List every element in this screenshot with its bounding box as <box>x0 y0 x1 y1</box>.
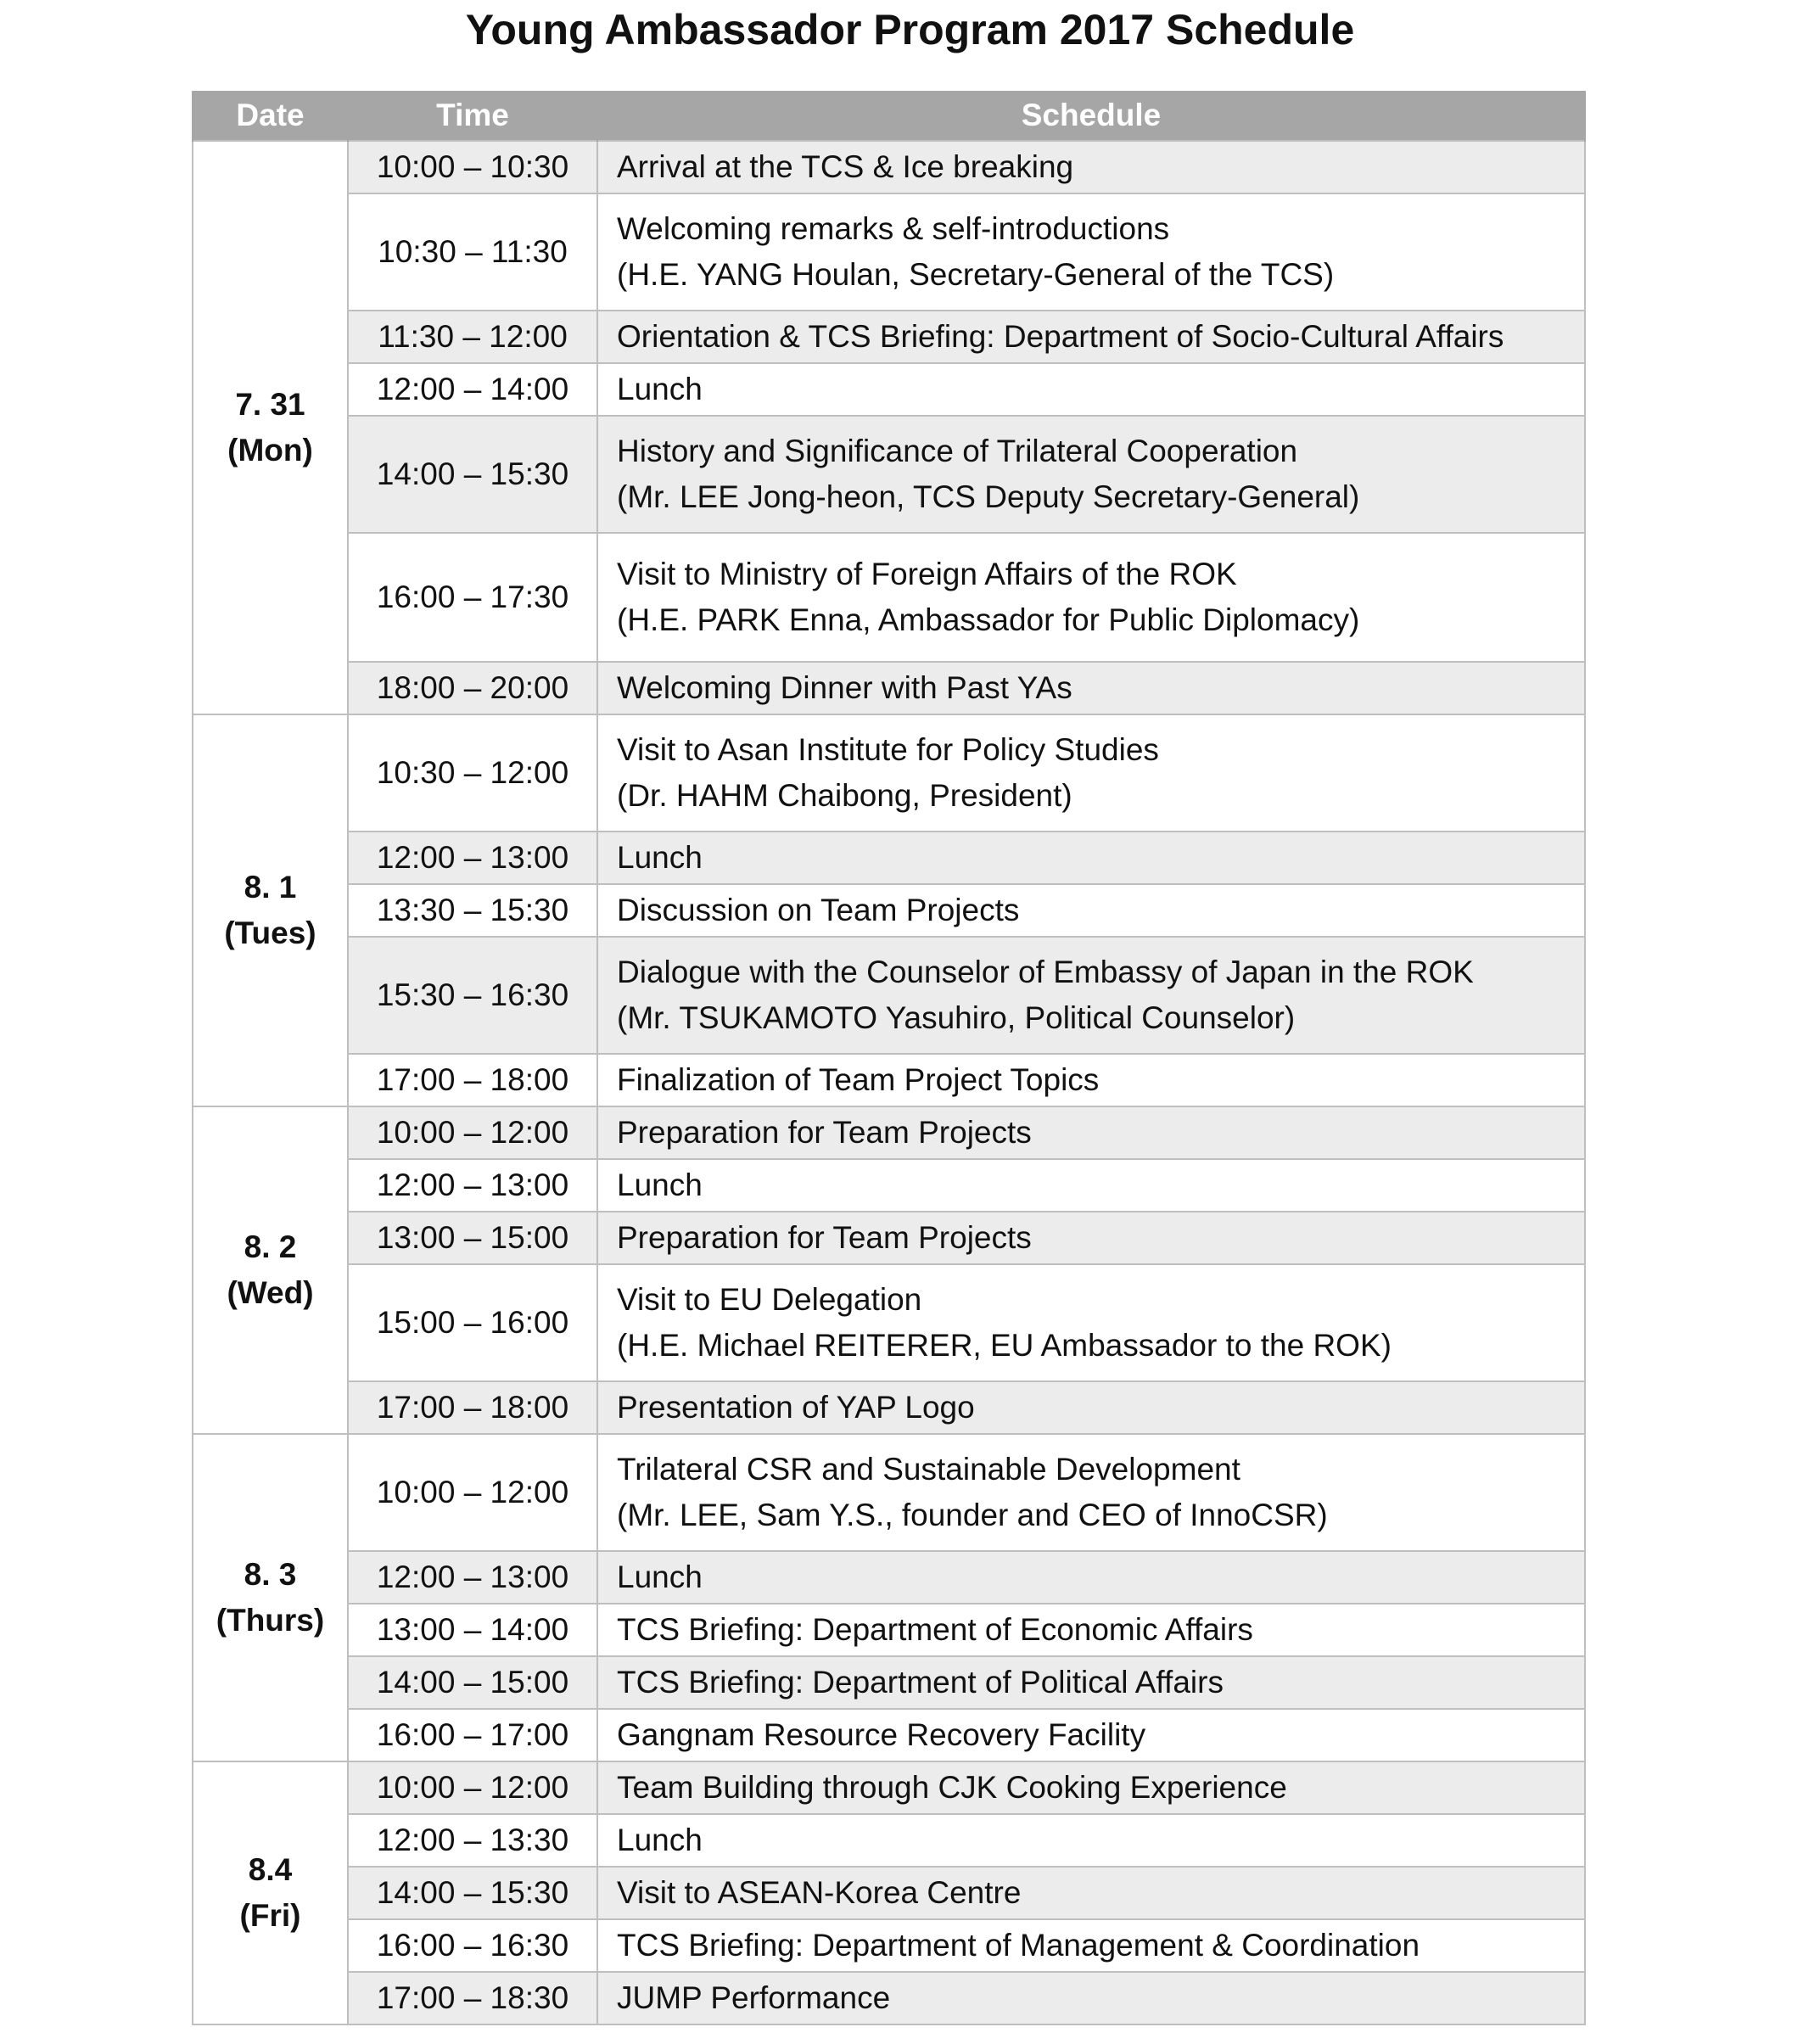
schedule-cell <box>597 1604 1585 1656</box>
schedule-cell <box>597 1434 1585 1551</box>
event-title: Visit to Ministry of Foreign Affairs of the ROK <box>617 557 1237 591</box>
time-cell: 16:00 – 17:30 <box>348 533 597 662</box>
event-speaker: (H.E. PARK Enna, Ambassador for Public Diplomacy) <box>617 602 1360 637</box>
time-cell: 17:00 – 18:00 <box>348 1054 597 1106</box>
event-title: Presentation of YAP Logo <box>617 1390 975 1425</box>
schedule-row <box>193 1656 1585 1709</box>
event-title: Lunch <box>617 1560 703 1594</box>
schedule-row <box>193 193 1585 311</box>
schedule-row <box>193 937 1585 1054</box>
schedule-cell <box>597 416 1585 533</box>
schedule-row <box>193 1919 1585 1972</box>
schedule-row <box>193 1604 1585 1656</box>
time-cell: 12:00 – 13:30 <box>348 1814 597 1867</box>
schedule-row <box>193 363 1585 416</box>
schedule-cell <box>597 1054 1585 1106</box>
event-title: Welcoming Dinner with Past YAs <box>617 670 1072 705</box>
schedule-cell <box>597 1551 1585 1604</box>
schedule-row <box>193 416 1585 533</box>
schedule-cell <box>597 662 1585 714</box>
schedule-cell <box>597 1761 1585 1814</box>
event-title: Gangnam Resource Recovery Facility <box>617 1717 1146 1752</box>
time-cell: 14:00 – 15:00 <box>348 1656 597 1709</box>
header-time: Time <box>348 91 597 141</box>
time-cell: 10:30 – 12:00 <box>348 714 597 832</box>
day-cell <box>193 1761 348 2024</box>
day-cell <box>193 1434 348 1761</box>
time-cell: 17:00 – 18:00 <box>348 1381 597 1434</box>
event-speaker: (Mr. LEE, Sam Y.S., founder and CEO of InnoCSR) <box>617 1498 1328 1532</box>
event-speaker: (Mr. TSUKAMOTO Yasuhiro, Political Counselor) <box>617 1000 1296 1035</box>
schedule-row <box>193 1972 1585 2024</box>
event-title: Dialogue with the Counselor of Embassy of Japan in the ROK <box>617 955 1474 989</box>
schedule-row <box>193 1212 1585 1264</box>
schedule-cell <box>597 937 1585 1054</box>
time-cell: 10:00 – 12:00 <box>348 1106 597 1159</box>
schedule-row <box>193 141 1585 193</box>
schedule-cell <box>597 141 1585 193</box>
time-cell: 10:00 – 12:00 <box>348 1434 597 1551</box>
schedule-row <box>193 1381 1585 1434</box>
day-weekday: (Tues) <box>224 916 316 950</box>
day-cell <box>193 1106 348 1434</box>
schedule-row <box>193 884 1585 937</box>
time-cell: 13:30 – 15:30 <box>348 884 597 937</box>
schedule-row <box>193 311 1585 363</box>
day-date: 7. 31 <box>235 387 305 422</box>
event-title: Visit to ASEAN-Korea Centre <box>617 1875 1022 1910</box>
event-title: Arrival at the TCS & Ice breaking <box>617 149 1074 184</box>
schedule-cell <box>597 884 1585 937</box>
schedule-row <box>193 662 1585 714</box>
day-cell <box>193 141 348 714</box>
time-cell: 10:30 – 11:30 <box>348 193 597 311</box>
schedule-row <box>193 1867 1585 1919</box>
event-title: JUMP Performance <box>617 1980 891 2015</box>
event-title: Lunch <box>617 1823 703 1857</box>
time-cell: 12:00 – 14:00 <box>348 363 597 416</box>
time-cell: 14:00 – 15:30 <box>348 1867 597 1919</box>
event-title: Team Building through CJK Cooking Experience <box>617 1770 1287 1805</box>
event-title: Visit to EU Delegation <box>617 1282 922 1317</box>
schedule-row <box>193 1264 1585 1381</box>
header-date: Date <box>193 91 348 141</box>
schedule-cell <box>597 311 1585 363</box>
event-title: Preparation for Team Projects <box>617 1115 1032 1150</box>
header-schedule: Schedule <box>597 91 1585 141</box>
schedule-row <box>193 714 1585 832</box>
day-date: 8. 2 <box>244 1229 297 1264</box>
event-speaker: (H.E. Michael REITERER, EU Ambassador to the ROK) <box>617 1328 1392 1363</box>
event-title: Lunch <box>617 1168 703 1202</box>
event-title: History and Significance of Trilateral Cooperation <box>617 434 1298 468</box>
event-title: Lunch <box>617 372 703 406</box>
schedule-cell <box>597 1919 1585 1972</box>
day-weekday: (Fri) <box>239 1898 301 1933</box>
event-title: TCS Briefing: Department of Management & Coordination <box>617 1928 1420 1963</box>
schedule-row <box>193 1814 1585 1867</box>
event-speaker: (Dr. HAHM Chaibong, President) <box>617 778 1072 813</box>
event-speaker: (H.E. YANG Houlan, Secretary-General of the TCS) <box>617 257 1335 292</box>
day-date: 8. 1 <box>244 870 297 904</box>
schedule-cell <box>597 193 1585 311</box>
schedule-row <box>193 1159 1585 1212</box>
schedule-cell <box>597 1381 1585 1434</box>
schedule-cell <box>597 714 1585 832</box>
day-cell <box>193 714 348 1106</box>
time-cell: 12:00 – 13:00 <box>348 1159 597 1212</box>
schedule-cell <box>597 1264 1585 1381</box>
event-title: Finalization of Team Project Topics <box>617 1062 1100 1097</box>
schedule-cell <box>597 1106 1585 1159</box>
schedule-row <box>193 1761 1585 1814</box>
time-cell: 13:00 – 15:00 <box>348 1212 597 1264</box>
time-cell: 17:00 – 18:30 <box>348 1972 597 2024</box>
schedule-row <box>193 1551 1585 1604</box>
schedule-cell <box>597 1212 1585 1264</box>
header-row <box>193 91 1585 141</box>
day-weekday: (Thurs) <box>216 1603 325 1638</box>
time-cell: 14:00 – 15:30 <box>348 416 597 533</box>
event-title: Lunch <box>617 840 703 875</box>
day-date: 8. 3 <box>244 1557 297 1592</box>
schedule-cell <box>597 363 1585 416</box>
schedule-row <box>193 533 1585 662</box>
event-title: Preparation for Team Projects <box>617 1220 1032 1255</box>
event-title: Orientation & TCS Briefing: Department of Socio-Cultural Affairs <box>617 319 1504 354</box>
schedule-row <box>193 1106 1585 1159</box>
schedule-cell <box>597 1656 1585 1709</box>
time-cell: 11:30 – 12:00 <box>348 311 597 363</box>
event-title: Welcoming remarks & self-introductions <box>617 211 1170 246</box>
time-cell: 12:00 – 13:00 <box>348 832 597 884</box>
event-title: TCS Briefing: Department of Economic Affairs <box>617 1612 1253 1647</box>
time-cell: 15:30 – 16:30 <box>348 937 597 1054</box>
schedule-row <box>193 832 1585 884</box>
event-title: Trilateral CSR and Sustainable Development <box>617 1452 1240 1487</box>
event-title: Visit to Asan Institute for Policy Studies <box>617 732 1159 767</box>
time-cell: 13:00 – 14:00 <box>348 1604 597 1656</box>
schedule-row <box>193 1054 1585 1106</box>
event-title: Discussion on Team Projects <box>617 893 1020 927</box>
event-speaker: (Mr. LEE Jong-heon, TCS Deputy Secretary-General) <box>617 479 1360 514</box>
schedule-cell <box>597 1159 1585 1212</box>
schedule-row <box>193 1434 1585 1551</box>
event-title: TCS Briefing: Department of Political Affairs <box>617 1665 1224 1700</box>
time-cell: 12:00 – 13:00 <box>348 1551 597 1604</box>
schedule-cell <box>597 1972 1585 2024</box>
schedule-cell <box>597 1867 1585 1919</box>
day-date: 8.4 <box>248 1852 293 1887</box>
schedule-row <box>193 1709 1585 1761</box>
schedule-table <box>192 91 1586 2025</box>
schedule-cell <box>597 533 1585 662</box>
day-weekday: (Wed) <box>227 1275 314 1310</box>
day-weekday: (Mon) <box>227 433 313 468</box>
time-cell: 16:00 – 16:30 <box>348 1919 597 1972</box>
time-cell: 10:00 – 10:30 <box>348 141 597 193</box>
time-cell: 10:00 – 12:00 <box>348 1761 597 1814</box>
schedule-body <box>193 141 1585 2024</box>
time-cell: 18:00 – 20:00 <box>348 662 597 714</box>
schedule-cell <box>597 1814 1585 1867</box>
time-cell: 15:00 – 16:00 <box>348 1264 597 1381</box>
schedule-cell <box>597 832 1585 884</box>
page-title: Young Ambassador Program 2017 Schedule <box>465 6 1355 53</box>
schedule-cell <box>597 1709 1585 1761</box>
time-cell: 16:00 – 17:00 <box>348 1709 597 1761</box>
